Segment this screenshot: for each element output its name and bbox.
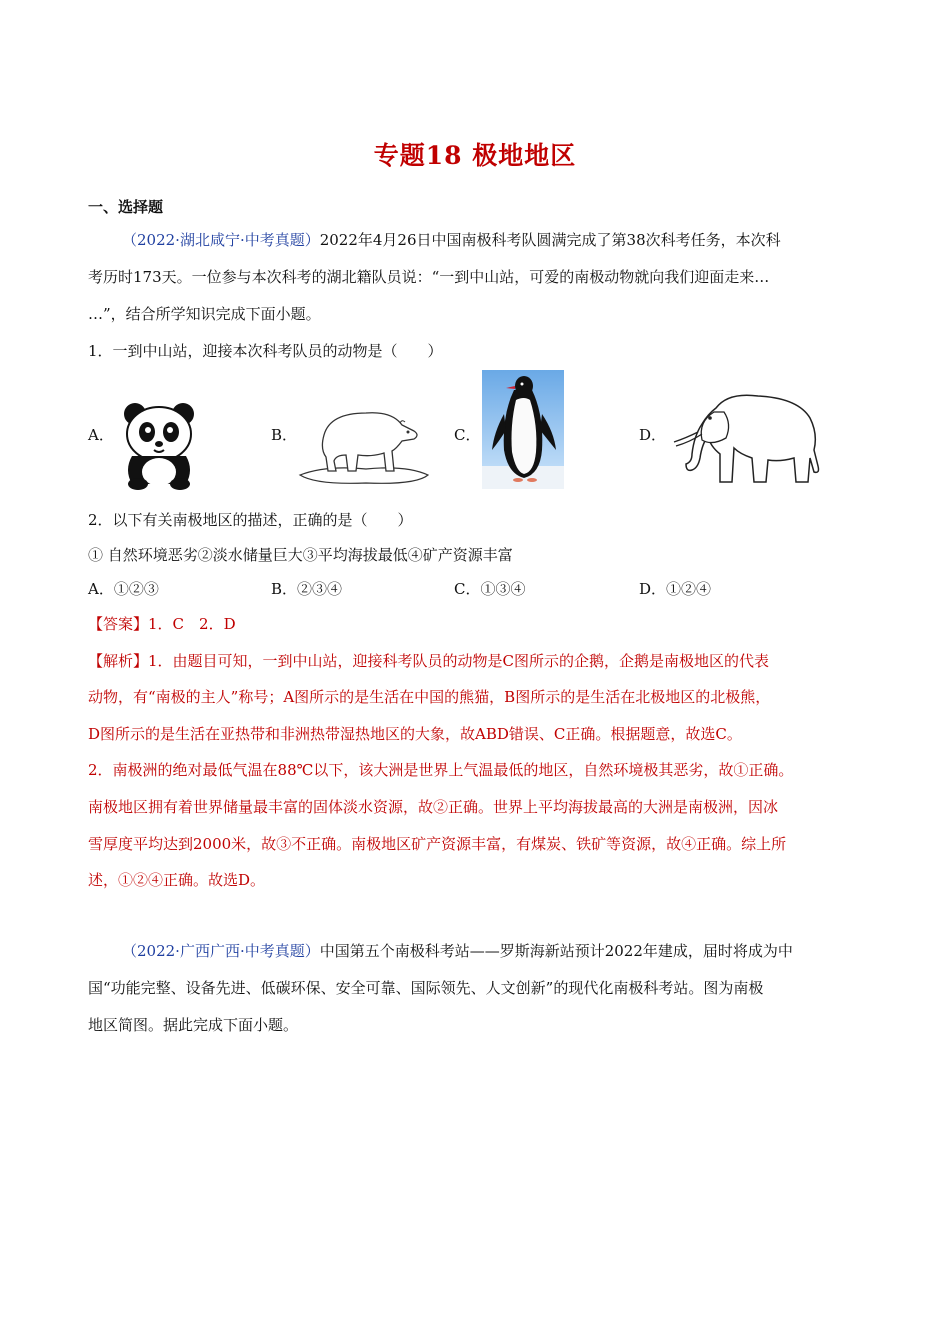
analysis-line: 【解析】1．由题目可知，一到中山站，迎接科考队员的动物是C图所示的企鹅，企鹅是南极地区的代表	[88, 652, 770, 670]
option-b: B．②③④	[271, 580, 343, 598]
polar-bear-image	[296, 405, 432, 487]
page-title: 专题18 极地地区	[373, 141, 577, 170]
stem-text: 2022年4月26日中国南极科考队圆满完成了第38次科考任务，本次科	[319, 231, 781, 249]
question-source: （2022·湖北咸宁·中考真题）	[122, 231, 320, 249]
question-stem-line	[122, 940, 793, 961]
question-stem-line	[122, 229, 781, 250]
analysis-line: 动物，有“南极的主人”称号；A图所示的是生活在中国的熊猫，B图所示的是生活在北极地区的北极熊，	[88, 688, 771, 706]
option-c: C．①③④	[454, 580, 526, 598]
question-stem-line: 地区简图。据此完成下面小题。	[88, 1016, 299, 1034]
option-a: A．①②③	[88, 580, 159, 598]
answer-line: 【答案】1．C 2．D	[88, 615, 236, 633]
question-stem-line: 国“功能完整、设备先进、低碳环保、安全可靠、国际领先、人文创新”的现代化南极科考站。图为南极	[88, 979, 764, 997]
analysis-line: 述，①②④正确。故选D。	[88, 871, 266, 889]
option-a-label: A．	[88, 426, 114, 444]
option-d: D．①②④	[639, 580, 712, 598]
stem-text: 中国第五个南极科考站——罗斯海新站预计2022年建成，届时将成为中	[319, 942, 793, 960]
penguin-image	[482, 370, 564, 489]
question-2-statements: ① 自然环境恶劣②淡水储量巨大③平均海拔最低④矿产资源丰富	[88, 546, 513, 564]
section-heading: 一、选择题	[88, 198, 164, 216]
analysis-line: 2．南极洲的绝对最低气温在88℃以下，该大洲是世界上气温最低的地区，自然环境极其恶劣，故①正确。	[88, 761, 794, 779]
question-1: 1．一到中山站，迎接本次科考队员的动物是（ ）	[88, 342, 443, 360]
option-b-label: B．	[271, 426, 298, 444]
panda-image	[118, 398, 200, 490]
question-2: 2．以下有关南极地区的描述，正确的是（ ）	[88, 511, 413, 529]
option-d-label: D．	[639, 426, 667, 444]
analysis-line: D图所示的是生活在亚热带和非洲热带湿热地区的大象，故ABD错误、C正确。根据题意，故选C。	[88, 725, 742, 743]
option-c-label: C．	[454, 426, 481, 444]
analysis-line: 南极地区拥有着世界储量最丰富的固体淡水资源，故②正确。世界上平均海拔最高的大洲是南极洲，因冰	[88, 798, 779, 816]
question-stem-line: 考历时173天。一位参与本次科考的湖北籍队员说：“一到中山站，可爱的南极动物就向我们迎面走来…	[88, 268, 770, 286]
analysis-line: 雪厚度平均达到2000米，故③不正确。南极地区矿产资源丰富，有煤炭、铁矿等资源，故④正确。综上所	[88, 835, 787, 853]
elephant-image	[668, 388, 824, 488]
question-source: （2022·广西广西·中考真题）	[122, 942, 320, 960]
question-stem-line: …”，结合所学知识完成下面小题。	[88, 305, 321, 323]
